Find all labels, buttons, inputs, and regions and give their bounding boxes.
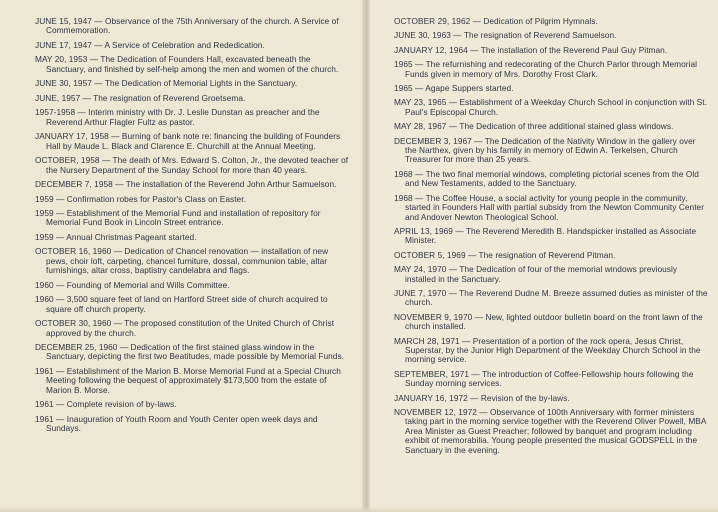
history-entry: NOVEMBER 12, 1972 — Observance of 100th Anniversary with former ministers taking part in the morning service together with the Reverend Oliver Powell, MBA Area Minister as Guest Preacher; followed by banquet and program including exhibit of memorabilia. Young people presented the musical GODSPELL in the Sanctuary in the evening. (394, 407, 706, 455)
history-entry: JANUARY 12, 1964 — The installation of the Reverend Paul Guy Pitman. (394, 44, 668, 55)
history-entry: 1960 — 3,500 square feet of land on Hartford Street side of church acquired to square off church property. (35, 294, 328, 314)
history-entry: MAY 23, 1965 — Establishment of a Weekday Church School in conjunction with St. Paul's Episcopal Church. (394, 97, 707, 117)
history-entry: JANUARY 16, 1972 — Revision of the by-laws. (394, 392, 570, 403)
history-entry: OCTOBER 16, 1960 — Dedication of Chancel renovation — installation of new pews, choir loft, carpeting, chancel furniture, dossal, communion table, altar furnishings, altar cross, baptistry candelabra and flags. (35, 246, 329, 276)
history-entry: 1959 — Establishment of the Memorial Fund and installation of repository for Memorial Fund Book in Lincoln Street entrance. (35, 208, 321, 228)
history-entry: SEPTEMBER, 1971 — The introduction of Coffee-Fellowship hours following the Sunday morning services. (394, 368, 694, 389)
history-entry: JANUARY 17, 1958 — Burning of bank note re: financing the building of Founders Hall by Maude L. Black and Clarence E. Churchill at the Annual Meeting. (35, 131, 341, 151)
history-entry: JUNE 17, 1947 — A Service of Celebration and Rededication. (35, 39, 265, 50)
history-entry: 1957-1958 — Interim ministry with Dr. J. Leslie Dunstan as preacher and the Reverend Arthur Flagler Fultz as pastor. (35, 107, 320, 127)
history-entry: APRIL 13, 1969 — The Reverend Meredith B. Handspicker installed as Associate Minister. (394, 225, 697, 246)
history-entry: 1965 — Agape Suppers started. (394, 83, 514, 94)
history-entry: MAY 24, 1970 — The Dedication of four of the memorial windows previously installed in the Sanctuary. (394, 264, 678, 284)
history-entry: JUNE 7, 1970 — The Reverend Dudne M. Breeze assumed duties as minister of the church. (394, 287, 708, 308)
history-entry: OCTOBER 29, 1962 — Dedication of Pilgrim Hymnals. (394, 16, 598, 26)
history-entry: NOVEMBER 9, 1970 — New, lighted outdoor bulletin board on the front lawn of the church installed. (394, 311, 703, 332)
history-entry: DECEMBER 3, 1967 — The Dedication of the Nativity Window in the gallery over the Narthex, given by his family in memory of Edwin A. Terkelsen, Church Treasurer for more than 25 years. (394, 135, 696, 165)
history-entry: JUNE 15, 1947 — Observance of the 75th Anniversary of the church. A Service of Commemoration. (35, 16, 339, 36)
history-entry: OCTOBER 5, 1969 — The resignation of Reverend Pitman. (394, 249, 616, 260)
history-entry: 1961 — Inauguration of Youth Room and Youth Center open week days and Sundays. (35, 413, 318, 434)
history-entry: 1968 — The Coffee House, a social activity for young people in the community, started in Founders Hall with partial subsidy from the Newton Community Center and Andover Newton Theological School. (394, 192, 705, 222)
history-entry: OCTOBER, 1958 — The death of Mrs. Edward S. Colton, Jr., the devoted teacher of the Nursery Department of the Sunday School for more than 40 years. (35, 155, 349, 175)
history-entry: DECEMBER 25, 1960 — Dedication of the first stained glass window in the Sanctuary, depicting the first two Beatitudes, made possible by Memorial Funds. (35, 342, 345, 362)
history-entry: 1960 — Founding of Memorial and Wills Committee. (35, 279, 230, 290)
history-entry: MAY 20, 1953 — The Dedication of Founders Hall, excavated beneath the Sanctuary, and finished by self-help among the men and women of the church. (35, 54, 339, 74)
left-page-entries (35, 17, 350, 434)
history-entry: JUNE 30, 1963 — The resignation of Reverend Samuelson. (394, 30, 617, 41)
right-page-entries (394, 17, 708, 455)
history-entry: 1961 — Establishment of the Marion B. Morse Memorial Fund at a Special Church Meeting following the bequest of approximately $173,500 from the estate of Marion B. Morse. (35, 365, 341, 395)
history-entry: DECEMBER 7, 1958 — The installation of the Reverend John Arthur Samuelson. (35, 179, 337, 190)
history-entry: MARCH 28, 1971 — Presentation of a portion of the rock opera, Jesus Christ, Superstar, by the Junior High Department of the Weekday Church School in the morning service. (394, 335, 701, 365)
page-bottom-shadow (0, 506, 718, 512)
history-entry: OCTOBER 30, 1960 — The proposed constitution of the United Church of Christ approved by the church. (35, 318, 335, 338)
history-entry: MAY 28, 1967 — The Dedication of three additional stained glass windows. (394, 121, 674, 132)
history-entry: 1959 — Confirmation robes for Pastor's Class on Easter. (35, 193, 246, 204)
history-entry: 1965 — The refurnishing and redecorating of the Church Parlor through Memorial Funds given in memory of Mrs. Dorothy Frost Clark. (394, 59, 698, 79)
history-entry: JUNE 30, 1957 — The Dedication of Memorial Lights in the Sanctuary. (35, 78, 298, 89)
history-entry: 1959 — Annual Christmas Pageant started. (35, 231, 197, 242)
right-page (370, 0, 718, 512)
history-entry: 1968 — The two final memorial windows, completing pictorial scenes from the Old and New Testaments, added to the Sanctuary. (394, 168, 699, 189)
history-entry: 1961 — Complete revision of by-laws. (35, 399, 177, 410)
history-entry: JUNE, 1957 — The resignation of Reverend Groetsema. (35, 92, 246, 103)
